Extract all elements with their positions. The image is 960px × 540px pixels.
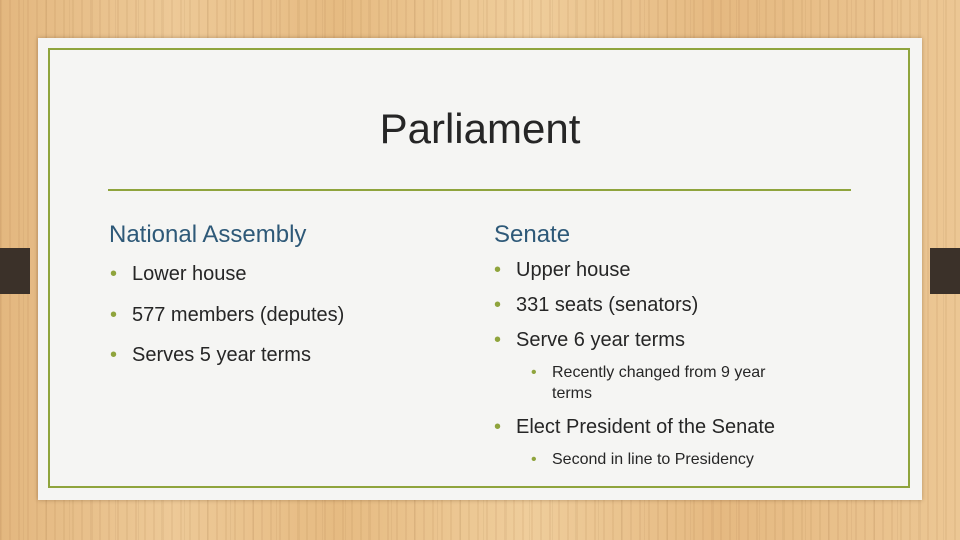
list-item: • Elect President of the Senate (494, 416, 776, 438)
bullet-icon: • (494, 259, 502, 281)
sub-list-item: • Recently changed from 9 year (531, 364, 766, 381)
slide (38, 38, 922, 500)
title-divider (108, 189, 851, 191)
list-item: • Serve 6 year terms (494, 329, 685, 351)
bullet-icon: • (110, 304, 118, 326)
bullet-icon: • (110, 344, 118, 366)
list-item: • 331 seats (senators) (494, 294, 699, 316)
sub-list-item-continuation: terms (552, 385, 592, 402)
bullet-icon: • (494, 416, 502, 438)
sub-list-item: • Second in line to Presidency (531, 451, 754, 468)
national-assembly-heading: National Assembly (109, 221, 307, 248)
list-item: • Serves 5 year terms (110, 344, 311, 366)
list-item: • Lower house (110, 263, 247, 285)
right-edge-tab (930, 248, 960, 294)
bullet-icon: • (110, 263, 118, 285)
senate-heading: Senate (494, 221, 571, 248)
list-item: • Upper house (494, 259, 631, 281)
bullet-icon: • (494, 294, 502, 316)
list-item: • 577 members (deputes) (110, 304, 345, 326)
bullet-icon: • (531, 451, 537, 468)
slide-title: Parliament (379, 105, 581, 152)
national-assembly-list (110, 262, 345, 367)
left-edge-tab (0, 248, 30, 294)
bullet-icon: • (494, 329, 502, 351)
bullet-icon: • (531, 364, 537, 381)
